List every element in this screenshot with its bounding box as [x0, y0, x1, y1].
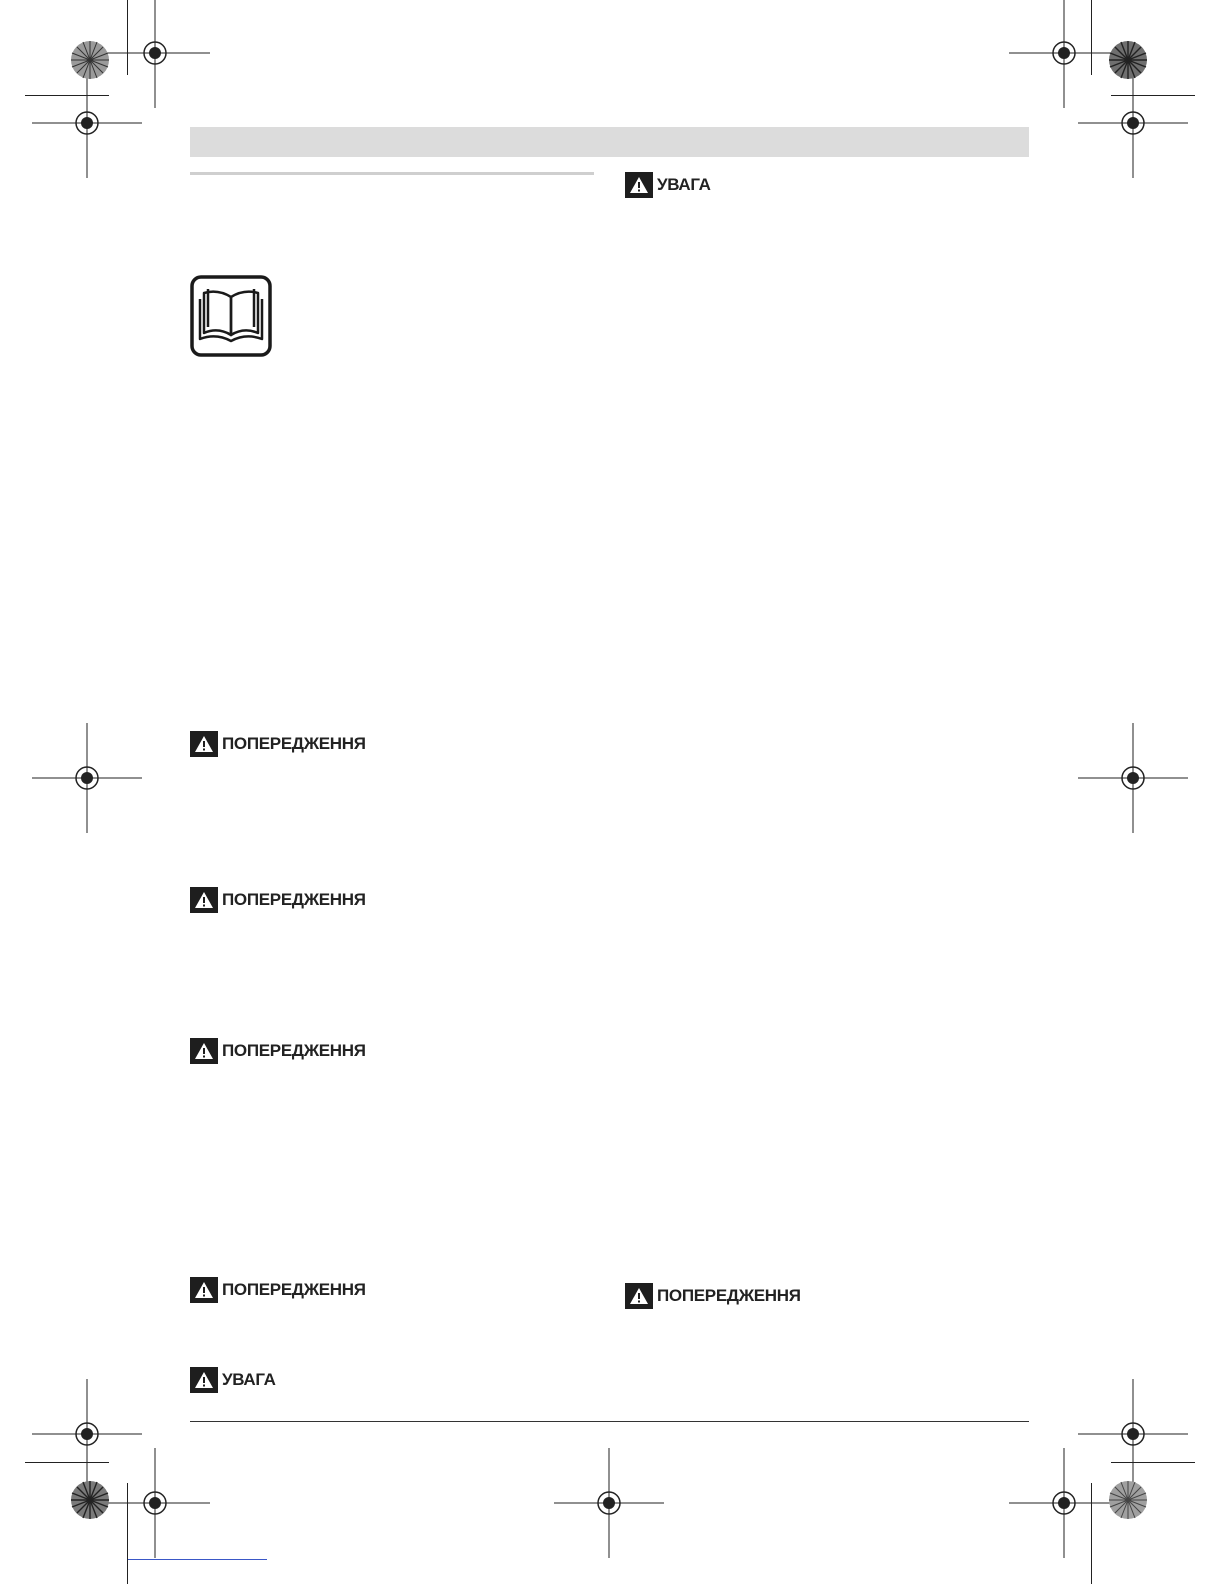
warning-label — [190, 1037, 366, 1065]
warning-triangle-icon — [625, 1283, 653, 1309]
color-target-wheel-icon — [70, 1480, 110, 1520]
warning-text: ПОПЕРЕДЖЕННЯ — [222, 734, 366, 753]
warning-triangle-icon — [625, 172, 653, 198]
warning-label — [190, 730, 366, 758]
caution-label — [625, 171, 711, 199]
warning-label — [190, 1276, 366, 1304]
color-target-wheel-icon — [70, 40, 110, 80]
warning-text: ПОПЕРЕДЖЕННЯ — [222, 890, 366, 909]
warning-text: ПОПЕРЕДЖЕННЯ — [657, 1286, 801, 1305]
color-target-wheel-icon — [1108, 40, 1148, 80]
warning-triangle-icon — [190, 731, 218, 757]
warning-label — [190, 886, 366, 914]
caution-label — [190, 1366, 276, 1394]
warning-label — [625, 1282, 801, 1310]
warning-triangle-icon — [190, 887, 218, 913]
warning-text: ПОПЕРЕДЖЕННЯ — [222, 1041, 366, 1060]
warning-triangle-icon — [190, 1367, 218, 1393]
warning-triangle-icon — [190, 1277, 218, 1303]
read-manual-book-icon — [190, 275, 272, 357]
warning-triangle-icon — [190, 1038, 218, 1064]
caution-text: УВАГА — [657, 175, 711, 194]
warning-text: ПОПЕРЕДЖЕННЯ — [222, 1280, 366, 1299]
caution-text: УВАГА — [222, 1370, 276, 1389]
color-target-wheel-icon — [1108, 1480, 1148, 1520]
